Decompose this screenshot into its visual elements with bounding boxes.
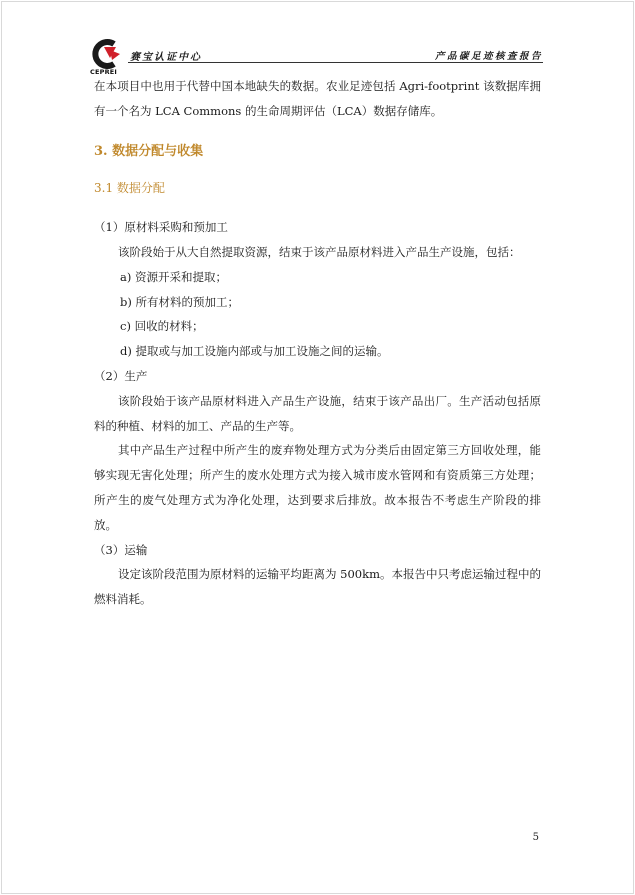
section-heading: 3. 数据分配与收集 (94, 143, 204, 159)
list-item: a) 资源开采和提取； (120, 269, 227, 284)
intro-paragraph: 在本项目中也用于代替中国本地缺失的数据。农业足迹包括 Agri-footprint 该数据库拥有一个名为 LCA Commons 的生命周期评估（LCA）数据存储库。 (94, 79, 541, 118)
header-rule (128, 62, 543, 63)
report-name: 产品碳足迹核查报告 (434, 51, 543, 62)
org-name: 赛宝认证中心 (130, 52, 202, 63)
stage3-paragraph: 设定该阶段范围为原材料的运输平均距离为 500km。本报告中只考虑运输过程中的燃料消耗。 (94, 567, 541, 607)
stage2-paragraph-1: 该阶段始于该产品原材料进入产品生产设施，结束于该产品出厂。生产活动包括原料的种植、材料的加工、产品的生产等。 (94, 393, 541, 433)
stage2-paragraph-2: 其中产品生产过程中所产生的废弃物处理方式为分类后由固定第三方回收处理，能够实现无害化处理；所产生的废水处理方式为接入城市废水管网和有资质第三方处理；所产生的废气处理方式为净化处理，达到要求后排放。故本报告不考虑生产阶段的排放。 (94, 443, 541, 532)
stage2-title: （2）生产 (94, 368, 148, 383)
list-item: c) 回收的材料； (120, 319, 204, 334)
subsection-heading: 3.1 数据分配 (94, 181, 165, 196)
page-header (90, 38, 543, 78)
logo-text: CEPREI (90, 68, 118, 76)
stage1-title: （1）原材料采购和预加工 (94, 220, 228, 235)
page-number: 5 (532, 832, 539, 843)
stage1-paragraph: 该阶段始于从大自然提取资源，结束于该产品原材料进入产品生产设施，包括： (118, 244, 521, 259)
list-item: b) 所有材料的预加工； (120, 294, 240, 309)
list-item: d) 提取或与加工设施内部或与加工设施之间的运输。 (120, 344, 389, 359)
page-content (94, 74, 541, 612)
stage3-title: （3）运输 (94, 542, 148, 557)
